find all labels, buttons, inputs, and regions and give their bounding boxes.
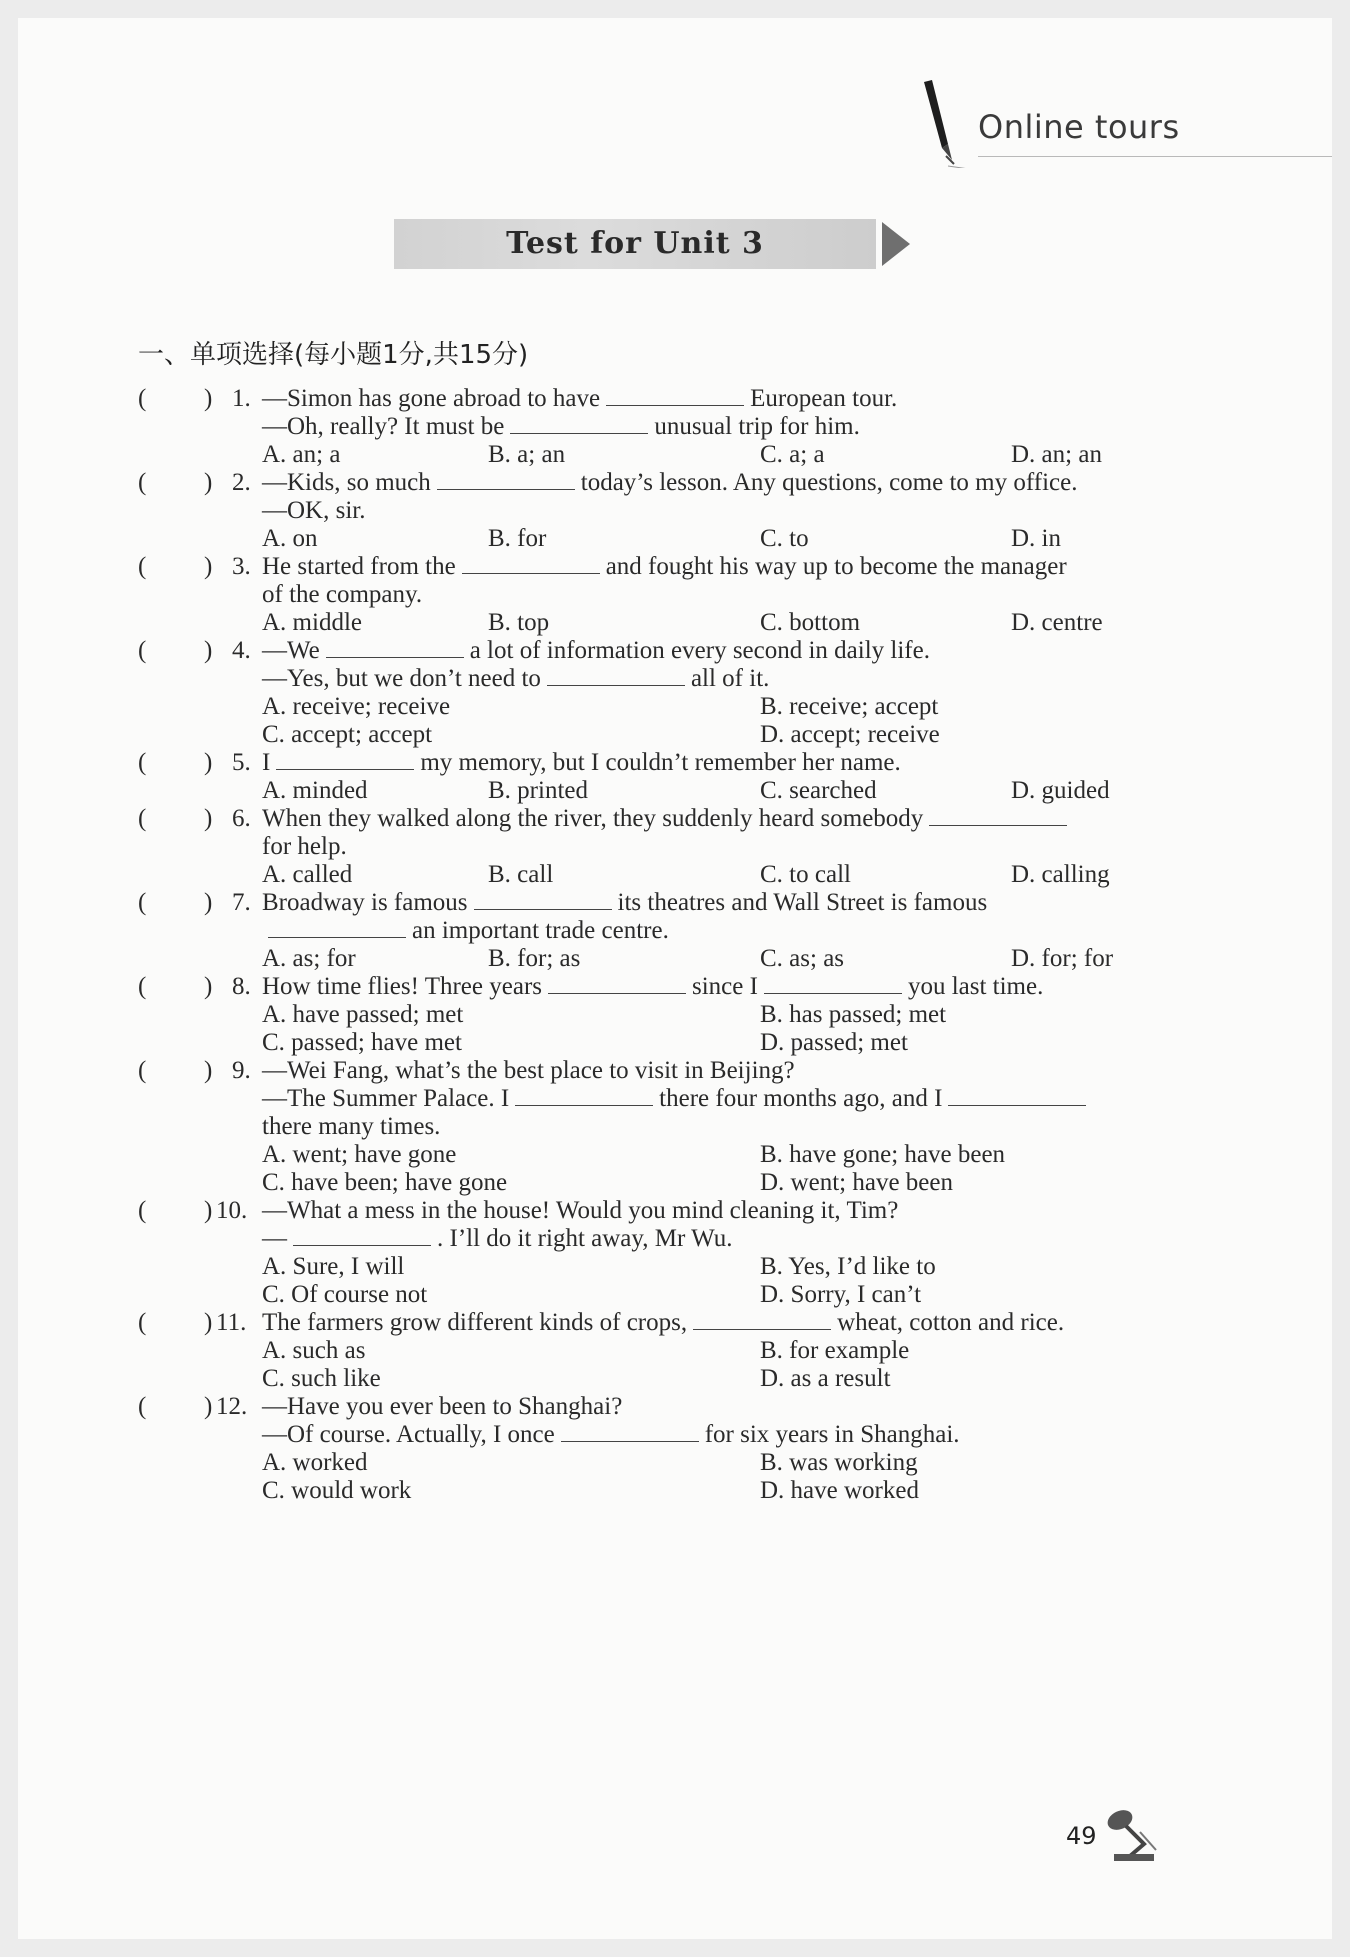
section-title: 一、单项选择(每小题1分,共15分) [138, 340, 529, 370]
answer-option[interactable]: D. in [1011, 525, 1061, 552]
answer-option[interactable]: C. passed; have met [262, 1029, 462, 1056]
answer-option[interactable]: A. have passed; met [262, 1001, 464, 1028]
answer-option[interactable]: D. passed; met [760, 1029, 908, 1056]
answer-option[interactable]: C. a; a [760, 441, 825, 468]
answer-paren-open: ( [138, 889, 147, 916]
question-fragment: for six years in Shanghai. [704, 1421, 960, 1448]
answer-option[interactable]: D. calling [1011, 861, 1110, 888]
answer-option[interactable]: C. to [760, 525, 809, 552]
question-fragment: —OK, sir. [262, 497, 366, 524]
question-fragment: for help. [262, 833, 347, 860]
answer-paren-open: ( [138, 973, 147, 1000]
question-fragment: . I’ll do it right away, Mr Wu. [437, 1225, 733, 1252]
question-fragment: there four months ago, and I [659, 1085, 943, 1112]
answer-blank[interactable] [547, 663, 685, 686]
answer-option[interactable]: B. for [488, 525, 547, 552]
answer-paren-close: ) [204, 1309, 213, 1336]
answer-option[interactable]: D. have worked [760, 1477, 919, 1504]
question-number: 5. [232, 749, 251, 776]
test-title: Test for Unit 3 [506, 226, 764, 261]
answer-paren-open: ( [138, 469, 147, 496]
answer-option[interactable]: D. went; have been [760, 1169, 953, 1196]
question-fragment: —What a mess in the house! Would you mind cleaning it, Tim? [262, 1197, 899, 1224]
page-number: 49 [1066, 1822, 1097, 1850]
answer-paren-close: ) [204, 385, 213, 412]
answer-option[interactable]: B. a; an [488, 441, 566, 468]
answer-option[interactable]: C. would work [262, 1477, 412, 1504]
answer-option[interactable]: A. worked [262, 1449, 368, 1476]
question-fragment: The farmers grow different kinds of crops, [262, 1309, 688, 1336]
question-fragment: —Yes, but we don’t need to [262, 665, 541, 692]
answer-paren-close: ) [204, 1393, 213, 1420]
question-fragment: Broadway is famous [262, 889, 468, 916]
question-fragment: — [262, 1225, 287, 1252]
question-fragment: all of it. [690, 665, 770, 692]
answer-option[interactable]: D. for; for [1011, 945, 1114, 972]
answer-paren-open: ( [138, 1309, 147, 1336]
question-number: 7. [232, 889, 251, 916]
question-number: 12. [216, 1393, 248, 1420]
question-fragment: European tour. [750, 385, 898, 412]
answer-option[interactable]: A. went; have gone [262, 1141, 457, 1168]
worksheet-page [18, 18, 1332, 1939]
answer-paren-open: ( [138, 1197, 147, 1224]
answer-blank[interactable] [561, 1419, 699, 1442]
question-fragment: of the company. [262, 581, 423, 608]
banner-arrow-icon [882, 222, 910, 266]
question-fragment: my memory, but I couldn’t remember her name. [420, 749, 901, 776]
answer-paren-close: ) [204, 749, 213, 776]
question-number: 1. [232, 385, 251, 412]
answer-option[interactable]: B. has passed; met [760, 1001, 947, 1028]
answer-option[interactable]: C. as; as [760, 945, 845, 972]
answer-option[interactable]: B. printed [488, 777, 588, 804]
answer-blank[interactable] [929, 803, 1067, 826]
answer-paren-open: ( [138, 385, 147, 412]
question-fragment: —Wei Fang, what’s the best place to visit in Beijing? [262, 1057, 795, 1084]
question-fragment: How time flies! Three years [262, 973, 542, 1000]
answer-option[interactable]: A. minded [262, 777, 368, 804]
answer-paren-close: ) [204, 889, 213, 916]
answer-option[interactable]: D. accept; receive [760, 721, 940, 748]
answer-paren-close: ) [204, 1057, 213, 1084]
answer-option[interactable]: D. guided [1011, 777, 1110, 804]
question-fragment: He started from the [262, 553, 456, 580]
answer-option[interactable]: D. as a result [760, 1365, 891, 1392]
question-number: 3. [232, 553, 251, 580]
answer-blank[interactable] [764, 971, 902, 994]
answer-blank[interactable] [548, 971, 686, 994]
answer-option[interactable]: A. called [262, 861, 353, 888]
question-fragment: —Simon has gone abroad to have [262, 385, 601, 412]
answer-paren-open: ( [138, 637, 147, 664]
answer-option[interactable]: B. call [488, 861, 554, 888]
answer-option[interactable]: A. an; a [262, 441, 341, 468]
question-fragment: —Of course. Actually, I once [262, 1421, 555, 1448]
answer-option[interactable]: A. Sure, I will [262, 1253, 405, 1280]
fountain-pen-icon [918, 78, 978, 168]
answer-blank[interactable] [276, 747, 414, 770]
answer-option[interactable]: C. such like [262, 1365, 381, 1392]
page-header [918, 78, 1332, 168]
answer-option[interactable]: A. middle [262, 609, 362, 636]
answer-option[interactable]: B. was working [760, 1449, 918, 1476]
answer-blank[interactable] [948, 1083, 1086, 1106]
answer-option[interactable]: D. Sorry, I can’t [760, 1281, 922, 1308]
answer-paren-close: ) [204, 553, 213, 580]
header-title: Online tours [978, 108, 1180, 146]
answer-paren-close: ) [204, 805, 213, 832]
answer-option[interactable]: D. an; an [1011, 441, 1102, 468]
answer-option[interactable]: C. to call [760, 861, 851, 888]
answer-option[interactable]: A. as; for [262, 945, 356, 972]
answer-option[interactable]: B. for; as [488, 945, 581, 972]
answer-blank[interactable] [462, 551, 600, 574]
answer-blank[interactable] [437, 467, 575, 490]
answer-option[interactable]: B. have gone; have been [760, 1141, 1006, 1168]
question-fragment: wheat, cotton and rice. [837, 1309, 1065, 1336]
answer-paren-open: ( [138, 1057, 147, 1084]
question-fragment: —Have you ever been to Shanghai? [262, 1393, 623, 1420]
question-fragment: you last time. [907, 973, 1044, 1000]
question-fragment: and fought his way up to become the manager [605, 553, 1067, 580]
answer-paren-open: ( [138, 553, 147, 580]
question-number: 8. [232, 973, 251, 1000]
question-fragment: today’s lesson. Any questions, come to my office. [580, 469, 1078, 496]
answer-option[interactable]: A. on [262, 525, 318, 552]
question-fragment: —Kids, so much [262, 469, 431, 496]
answer-blank[interactable] [474, 887, 612, 910]
answer-option[interactable]: C. searched [760, 777, 877, 804]
question-number: 2. [232, 469, 251, 496]
answer-option[interactable]: C. accept; accept [262, 721, 433, 748]
options-row [18, 1474, 1332, 1508]
answer-paren-close: ) [204, 973, 213, 1000]
answer-paren-open: ( [138, 749, 147, 776]
answer-blank[interactable] [293, 1223, 431, 1246]
question-fragment: I [262, 749, 271, 776]
answer-blank[interactable] [515, 1083, 653, 1106]
question-fragment: —Oh, really? It must be [262, 413, 505, 440]
answer-option[interactable]: B. receive; accept [760, 693, 939, 720]
answer-paren-close: ) [204, 469, 213, 496]
question-number: 10. [216, 1197, 248, 1224]
question-number: 6. [232, 805, 251, 832]
answer-option[interactable]: B. for example [760, 1337, 910, 1364]
question-number: 4. [232, 637, 251, 664]
question-fragment: unusual trip for him. [654, 413, 860, 440]
answer-blank[interactable] [693, 1307, 831, 1330]
answer-option[interactable]: C. bottom [760, 609, 861, 636]
answer-option[interactable]: C. have been; have gone [262, 1169, 508, 1196]
answer-paren-open: ( [138, 1393, 147, 1420]
answer-blank[interactable] [268, 915, 406, 938]
desk-lamp-icon [1104, 1806, 1164, 1864]
header-rule [978, 156, 1332, 157]
answer-paren-close: ) [204, 1197, 213, 1224]
question-fragment: —We [262, 637, 320, 664]
question-number: 11. [216, 1309, 247, 1336]
answer-blank[interactable] [326, 635, 464, 658]
question-fragment: When they walked along the river, they suddenly heard somebody [262, 805, 924, 832]
question-fragment: —The Summer Palace. I [262, 1085, 510, 1112]
question-fragment: since I [692, 973, 758, 1000]
answer-blank[interactable] [510, 411, 648, 434]
answer-option[interactable]: A. such as [262, 1337, 366, 1364]
answer-blank[interactable] [606, 383, 744, 406]
question-fragment: there many times. [262, 1113, 441, 1140]
answer-option[interactable]: C. Of course not [262, 1281, 428, 1308]
answer-option[interactable]: B. top [488, 609, 550, 636]
answer-option[interactable]: A. receive; receive [262, 693, 451, 720]
question-fragment: a lot of information every second in daily life. [469, 637, 930, 664]
test-banner [394, 219, 930, 269]
answer-option[interactable]: B. Yes, I’d like to [760, 1253, 936, 1280]
question-fragment: an important trade centre. [412, 917, 669, 944]
answer-option[interactable]: D. centre [1011, 609, 1103, 636]
question-fragment: its theatres and Wall Street is famous [617, 889, 988, 916]
question-number: 9. [232, 1057, 251, 1084]
answer-paren-close: ) [204, 637, 213, 664]
answer-paren-open: ( [138, 805, 147, 832]
